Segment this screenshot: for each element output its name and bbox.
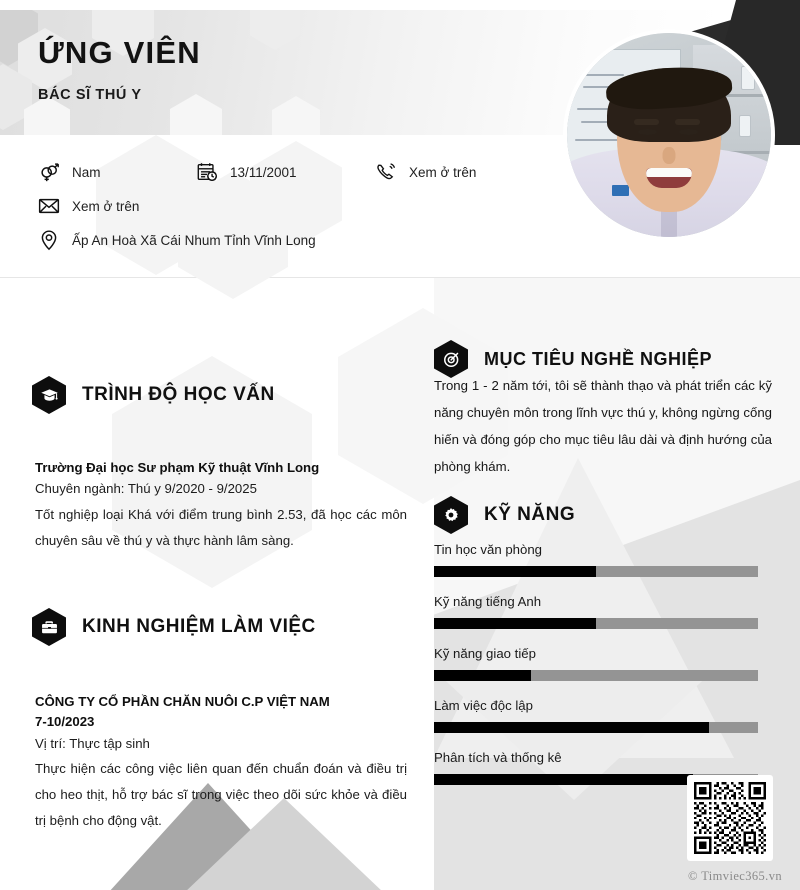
skill-progress-track — [434, 670, 758, 681]
skill-item — [434, 542, 764, 577]
email-icon — [38, 195, 60, 217]
skill-label: Phân tích và thống kê — [434, 750, 562, 765]
skill-progress-fill — [434, 618, 596, 629]
skill-progress-track — [434, 566, 758, 577]
header-text-block — [38, 36, 201, 103]
contact-item-birthdate — [196, 161, 297, 183]
skills-title: KỸ NĂNG — [484, 504, 576, 525]
briefcase-icon — [32, 608, 66, 646]
skills-list — [434, 542, 764, 802]
skill-progress-fill — [434, 566, 596, 577]
contact-item-address — [38, 229, 316, 251]
phone-icon — [375, 161, 397, 183]
education-school: Trường Đại học Sư phạm Kỹ thuật Vĩnh Long — [35, 460, 320, 475]
address-value: Ấp An Hoà Xã Cái Nhum Tỉnh Vĩnh Long — [72, 232, 316, 248]
skill-progress-fill — [434, 722, 709, 733]
skill-label: Kỹ năng tiếng Anh — [434, 594, 542, 609]
experience-title: KINH NGHIỆM LÀM VIỆC — [82, 616, 316, 637]
contact-item-gender — [38, 161, 101, 183]
email-value: Xem ở trên — [72, 198, 140, 214]
skill-label: Tin học văn phòng — [434, 542, 543, 557]
skill-progress-track — [434, 722, 758, 733]
experience-entry — [35, 692, 407, 833]
skill-progress-track — [434, 618, 758, 629]
avatar — [563, 29, 775, 241]
gear-icon — [434, 496, 468, 534]
location-icon — [38, 229, 60, 251]
education-title: TRÌNH ĐỘ HỌC VẤN — [82, 384, 275, 405]
gender-value: Nam — [72, 164, 101, 180]
contact-item-phone — [375, 161, 476, 183]
page-title: ỨNG VIÊN — [38, 35, 201, 70]
gender-icon — [38, 161, 60, 183]
skill-label: Làm việc độc lập — [434, 698, 533, 713]
experience-section-header — [32, 608, 316, 646]
education-entry — [35, 458, 407, 553]
graduation-cap-icon — [32, 376, 66, 414]
skill-progress-fill — [434, 670, 531, 681]
footer-credit: © Timviec365.vn — [688, 869, 782, 883]
skills-section-header — [434, 496, 575, 534]
skill-item — [434, 646, 764, 681]
left-column — [0, 278, 434, 890]
education-detail: Tốt nghiệp loại Khá với điểm trung bình 2.53, đã học các môn chuyên sâu về thú y và thực hành lâm sàng. — [35, 506, 407, 548]
skill-progress-fill — [434, 774, 693, 785]
skill-label: Kỹ năng giao tiếp — [434, 646, 536, 661]
objective-title: MỤC TIÊU NGHỀ NGHIỆP — [484, 348, 713, 369]
experience-company: CÔNG TY CỔ PHẦN CHĂN NUÔI C.P VIỆT NAM — [35, 694, 330, 709]
birthdate-value: 13/11/2001 — [230, 164, 297, 180]
skill-item — [434, 698, 764, 733]
cv-body — [0, 278, 800, 890]
right-column — [434, 278, 800, 890]
experience-position: Vị trí: Thực tập sinh — [35, 735, 150, 751]
objective-text: Trong 1 - 2 năm tới, tôi sẽ thành thạo và phát triển các kỹ năng chuyên môn trong lĩnh vực thú y, không ngừng cống hiến và đóng góp cho mục tiêu lâu dài và định hướng của phòng khám. — [434, 378, 772, 475]
education-section-header — [32, 376, 275, 414]
job-title: BÁC SĨ THÚ Y — [38, 87, 142, 104]
qr-code[interactable] — [687, 775, 773, 861]
phone-value: Xem ở trên — [409, 164, 477, 180]
avatar-image — [567, 33, 771, 237]
experience-period: 7-10/2023 — [35, 714, 95, 730]
skill-item — [434, 594, 764, 629]
calendar-icon — [196, 161, 218, 183]
experience-detail: Thực hiện các công việc liên quan đến chuẩn đoán và điều trị cho heo thịt, hỗ trợ bác sĩ trong việc theo dõi sức khỏe và điều trị bệnh cho động vật. — [35, 761, 407, 828]
education-major: Chuyên ngành: Thú y 9/2020 - 9/2025 — [35, 481, 257, 497]
contact-item-email — [38, 195, 139, 217]
